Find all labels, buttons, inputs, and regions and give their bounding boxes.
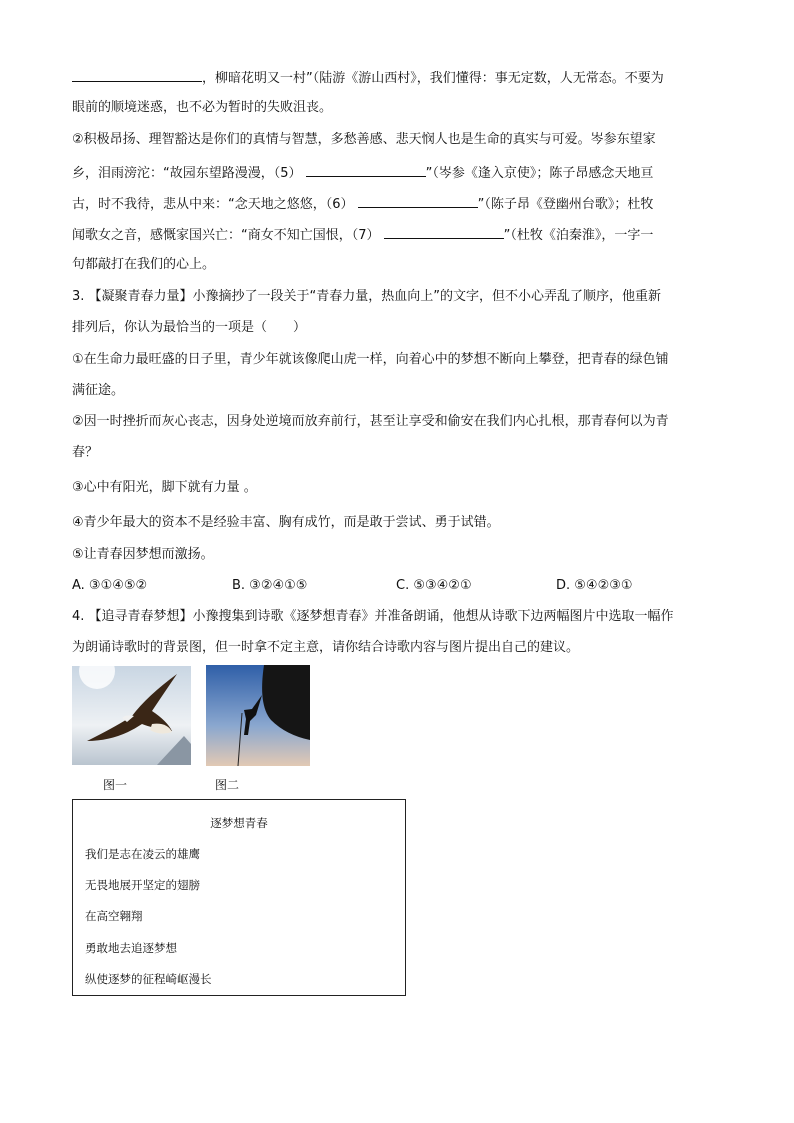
option-c[interactable]: C. ⑤③④②① (396, 578, 472, 593)
text: ，柳暗花明又一村”（陆游《游山西村》，我们懂得：事无定数，人无常态。不要为 (202, 71, 664, 86)
text: 乡，泪雨滂沱：“故园东望路漫漫，（5） (72, 166, 302, 181)
text: 古，时不我待，悲从中来：“念天地之悠悠，（6） (72, 197, 354, 212)
answer-blank-5[interactable] (306, 163, 426, 177)
eagle-image (72, 666, 191, 765)
poem-line: 纵使逐梦的征程崎岖漫长 (85, 972, 212, 986)
poem-line: 在高空翱翔 (85, 909, 143, 923)
poem-line: 我们是志在凌云的雄鹰 (85, 847, 200, 861)
climber-image (206, 665, 310, 766)
text-line (72, 163, 653, 183)
poem-line: 勇敢地去追逐梦想 (85, 941, 177, 955)
sentence-1: ①在生命力最旺盛的日子里，青少年就该像爬山虎一样，向着心中的梦想不断向上攀登，把青春的绿色铺 (72, 352, 669, 367)
sentence-3: ③心中有阳光，脚下就有力量 。 (72, 480, 257, 495)
poem-title: 逐梦想青春 (210, 816, 268, 830)
poem-line: 无畏地展开坚定的翅膀 (85, 878, 200, 892)
caption-figure-1: 图一 (103, 778, 128, 792)
text-line: 眼前的顺境迷惑，也不必为暂时的失败沮丧。 (72, 100, 333, 115)
sentence-4: ④青少年最大的资本不是经验丰富、胸有成竹，而是敢于尝试、勇于试错。 (72, 515, 500, 530)
text-line: ②积极昂扬、理智豁达是你们的真情与智慧，多愁善感、悲天悯人也是生命的真实与可爱。岑参东望家 (72, 132, 656, 147)
option-d[interactable]: D. ⑤④②③① (556, 578, 633, 593)
text: ”（杜牧《泊秦淮》，一字一 (503, 228, 654, 243)
text-line (72, 68, 664, 88)
answer-blank-6[interactable] (358, 194, 478, 208)
sentence-5: ⑤让青春因梦想而激扬。 (72, 547, 214, 562)
answer-blank-7[interactable] (384, 225, 504, 239)
question-4-stem: 4. 【追寻青春梦想】小豫搜集到诗歌《逐梦想青春》并准备朗诵，他想从诗歌下边两幅图片中选取一幅作 (72, 609, 674, 624)
poem-box (72, 799, 406, 996)
question-3-stem: 排列后，你认为最恰当的一项是（ ） (72, 320, 307, 335)
question-3-stem: 3. 【凝聚青春力量】小豫摘抄了一段关于“青春力量，热血向上”的文字，但不小心弄乱了顺序，他重新 (72, 289, 662, 304)
option-b[interactable]: B. ③②④①⑤ (232, 578, 308, 593)
answer-blank[interactable] (72, 68, 202, 82)
question-4-stem: 为朗诵诗歌时的背景图，但一时拿不定主意，请你结合诗歌内容与图片提出自己的建议。 (72, 640, 580, 655)
text-line (72, 194, 653, 214)
text-line (72, 225, 653, 245)
text-line: 句都敲打在我们的心上。 (72, 257, 216, 272)
sentence-1: 满征途。 (72, 383, 125, 398)
caption-figure-2: 图二 (215, 778, 240, 792)
sentence-2: ②因一时挫折而灰心丧志，因身处逆境而放弃前行，甚至让享受和偷安在我们内心扎根，那青春何以为青 (72, 414, 669, 429)
text: ”（陈子昂《登幽州台歌》；杜牧 (477, 197, 654, 212)
option-a[interactable]: A. ③①④⑤② (72, 578, 148, 593)
text: 闻歌女之音，感慨家国兴亡：“商女不知亡国恨，（7） (72, 228, 380, 243)
text: ”（岑参《逢入京使》；陈子昂感念天地亘 (425, 166, 654, 181)
sentence-2: 春？ (72, 445, 99, 460)
